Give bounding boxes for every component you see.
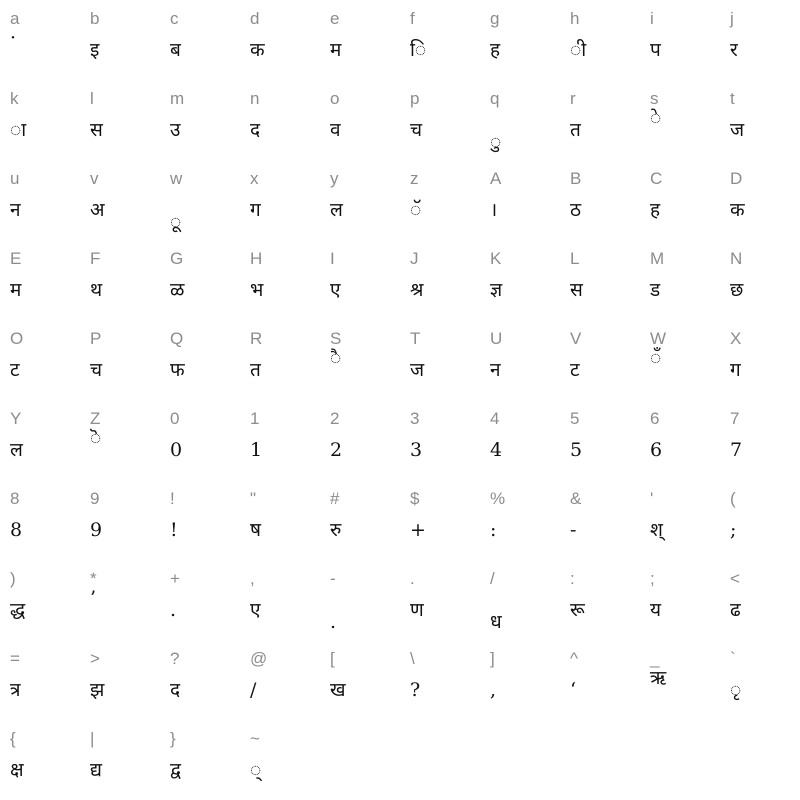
- key-label: @: [250, 649, 268, 668]
- glyph-sample: ग: [250, 199, 261, 221]
- key-label: E: [10, 249, 22, 268]
- glyph-sample: 8: [10, 519, 23, 541]
- key-label: !: [170, 489, 175, 508]
- key-label: i: [650, 9, 654, 28]
- glyph-cell: [0, 720, 80, 800]
- glyph-sample: थ: [90, 279, 103, 301]
- key-label: R: [250, 329, 263, 348]
- glyph-cell: [240, 640, 320, 720]
- glyph-cell: [0, 0, 80, 80]
- key-label: 7: [730, 409, 740, 428]
- key-label: +: [170, 569, 180, 588]
- glyph-sample: े: [650, 107, 662, 129]
- glyph-cell: [640, 400, 720, 480]
- glyph-sample: ल: [330, 199, 343, 221]
- glyph-sample: .: [170, 599, 177, 621]
- glyph-cell: [80, 160, 160, 240]
- glyph-sample: ;: [730, 519, 737, 541]
- key-label: {: [10, 729, 16, 748]
- key-label: u: [10, 169, 20, 188]
- glyph-sample: ज: [410, 359, 425, 381]
- glyph-sample: ज्ञ: [490, 279, 503, 301]
- glyph-sample: फ: [170, 359, 185, 381]
- glyph-cell: [480, 480, 560, 560]
- key-label: ]: [490, 649, 495, 668]
- key-label: c: [170, 9, 179, 28]
- glyph-cell: [720, 400, 800, 480]
- key-label: w: [170, 169, 183, 188]
- glyph-cell: [240, 400, 320, 480]
- glyph-cell: [160, 400, 240, 480]
- glyph-cell: [480, 560, 560, 640]
- glyph-cell: [320, 160, 400, 240]
- key-label: =: [10, 649, 20, 668]
- glyph-cell: [720, 80, 800, 160]
- key-label: g: [490, 9, 500, 28]
- glyph-cell: [720, 560, 800, 640]
- key-label: <: [730, 569, 740, 588]
- glyph-sample: ए: [330, 279, 341, 301]
- glyph-cell: [720, 240, 800, 320]
- glyph-cell: [400, 480, 480, 560]
- glyph-sample: क: [250, 39, 265, 61]
- key-label: I: [330, 249, 335, 268]
- key-label: |: [90, 729, 95, 748]
- key-label: C: [650, 169, 663, 188]
- glyph-cell: [560, 80, 640, 160]
- key-label: F: [90, 249, 101, 268]
- glyph-cell: [400, 640, 480, 720]
- key-label: e: [330, 9, 340, 28]
- glyph-sample: अ: [90, 199, 105, 221]
- glyph-cell: [80, 640, 160, 720]
- key-label: 3: [410, 409, 420, 428]
- glyph-cell: [80, 400, 160, 480]
- glyph-sample: क्ष: [10, 759, 24, 781]
- glyph-sample: ु: [490, 131, 502, 153]
- glyph-sample: ड: [650, 279, 661, 301]
- glyph-sample: म: [330, 39, 342, 61]
- glyph-sample: ब: [170, 39, 181, 61]
- glyph-cell: [720, 640, 800, 720]
- glyph-sample: त: [250, 359, 261, 381]
- glyph-sample: 5: [570, 439, 583, 461]
- glyph-sample: क: [730, 199, 745, 221]
- glyph-cell: [160, 480, 240, 560]
- key-label: #: [330, 489, 340, 508]
- key-label: s: [650, 89, 659, 108]
- key-label: 1: [250, 409, 260, 428]
- glyph-sample: उ: [170, 119, 181, 141]
- glyph-sample: द्य: [90, 759, 102, 781]
- glyph-cell: [320, 80, 400, 160]
- key-label: v: [90, 169, 99, 188]
- glyph-sample: 2: [330, 439, 343, 461]
- glyph-cell: [0, 400, 80, 480]
- key-label: Z: [90, 409, 101, 428]
- glyph-sample: रु: [330, 519, 342, 541]
- glyph-sample: भ: [250, 279, 264, 301]
- key-label: 0: [170, 409, 180, 428]
- glyph-cell: [400, 160, 480, 240]
- glyph-cell: [0, 640, 80, 720]
- glyph-cell: [160, 640, 240, 720]
- glyph-cell: [240, 240, 320, 320]
- glyph-cell: [640, 80, 720, 160]
- glyph-cell: [160, 160, 240, 240]
- glyph-cell: [320, 480, 400, 560]
- glyph-sample: 9: [90, 519, 103, 541]
- key-label: (: [730, 489, 736, 508]
- key-label: T: [410, 329, 421, 348]
- glyph-cell: [720, 320, 800, 400]
- key-label: W: [650, 329, 667, 348]
- glyph-sample: ॆ: [90, 427, 102, 449]
- glyph-sample: /: [250, 679, 257, 701]
- glyph-cell: [480, 640, 560, 720]
- glyph-sample: झ: [90, 679, 105, 701]
- key-label: z: [410, 169, 419, 188]
- glyph-cell: [560, 560, 640, 640]
- key-label: [: [330, 649, 335, 668]
- glyph-cell: [320, 640, 400, 720]
- glyph-sample: 0: [170, 439, 183, 461]
- glyph-cell: [720, 480, 800, 560]
- key-label: ;: [650, 569, 655, 588]
- glyph-cell: [0, 320, 80, 400]
- glyph-cell: [400, 0, 480, 80]
- glyph-cell: [80, 0, 160, 80]
- key-label: /: [490, 569, 495, 588]
- glyph-sample: च: [410, 119, 423, 141]
- key-label: x: [250, 169, 259, 188]
- glyph-sample: य: [650, 599, 662, 621]
- glyph-sample: ष: [250, 519, 261, 541]
- glyph-cell: [160, 560, 240, 640]
- glyph-sample: ज: [730, 119, 745, 141]
- glyph-cell: [640, 320, 720, 400]
- glyph-cell: [80, 560, 160, 640]
- key-label: ,: [250, 569, 255, 588]
- key-label: *: [90, 569, 97, 588]
- glyph-cell: [560, 400, 640, 480]
- glyph-cell: [0, 160, 80, 240]
- glyph-sample: व: [330, 119, 341, 141]
- glyph-cell: [400, 400, 480, 480]
- key-label: a: [10, 9, 20, 28]
- glyph-cell: [400, 320, 480, 400]
- glyph-sample: ि: [410, 39, 427, 61]
- key-label: $: [410, 489, 420, 508]
- glyph-sample: स: [90, 119, 103, 141]
- glyph-cell: [320, 240, 400, 320]
- glyph-sample: ख: [330, 679, 346, 701]
- key-label: }: [170, 729, 176, 748]
- key-label: j: [730, 9, 734, 28]
- key-label: B: [570, 169, 582, 188]
- glyph-cell: [480, 0, 560, 80]
- glyph-sample: ऋ: [650, 667, 667, 689]
- key-label: n: [250, 89, 260, 108]
- glyph-cell: [560, 480, 640, 560]
- glyph-cell: [720, 160, 800, 240]
- glyph-cell: [400, 240, 480, 320]
- glyph-cell: [240, 0, 320, 80]
- glyph-sample: ू: [170, 211, 182, 233]
- key-label: 6: [650, 409, 660, 428]
- key-label: t: [730, 89, 735, 108]
- key-label: P: [90, 329, 102, 348]
- key-label: L: [570, 249, 580, 268]
- glyph-sample: ट: [10, 359, 20, 381]
- key-label: -: [330, 569, 336, 588]
- glyph-sample: ण: [410, 599, 424, 621]
- glyph-cell: [400, 560, 480, 640]
- glyph-cell: [560, 240, 640, 320]
- glyph-cell: [480, 160, 560, 240]
- glyph-sample: ,: [490, 679, 497, 701]
- key-label: f: [410, 9, 415, 28]
- glyph-sample: ढ: [730, 599, 741, 621]
- glyph-sample: म: [10, 279, 22, 301]
- glyph-cell: [320, 320, 400, 400]
- glyph-sample: .: [330, 611, 337, 633]
- glyph-cell: [240, 320, 320, 400]
- glyph-cell: [240, 720, 320, 800]
- key-label: &: [570, 489, 582, 508]
- key-label: l: [90, 89, 94, 108]
- glyph-cell: [0, 480, 80, 560]
- key-label: %: [490, 489, 506, 508]
- key-label: ~: [250, 729, 260, 748]
- glyph-sample: प: [650, 39, 661, 61]
- key-label: o: [330, 89, 340, 108]
- glyph-sample: इ: [90, 39, 100, 61]
- glyph-cell: [560, 160, 640, 240]
- glyph-sample: न: [490, 359, 501, 381]
- glyph-sample: ह: [650, 199, 661, 221]
- glyph-sample: श्र: [410, 279, 424, 301]
- glyph-sample: +: [410, 519, 426, 541]
- glyph-sample: 1: [250, 439, 263, 461]
- key-label: >: [90, 649, 100, 668]
- key-label: r: [570, 89, 576, 108]
- glyph-sample: श्: [650, 519, 663, 541]
- glyph-sample: ा: [10, 119, 27, 141]
- glyph-sample: :: [490, 519, 497, 541]
- key-label: m: [170, 89, 185, 108]
- key-label: ^: [570, 649, 578, 668]
- key-label: _: [650, 649, 660, 668]
- key-label: 2: [330, 409, 340, 428]
- glyph-cell: [640, 480, 720, 560]
- glyph-cell: [480, 80, 560, 160]
- glyph-sample: र: [730, 39, 738, 61]
- glyph-cell: [160, 320, 240, 400]
- key-label: ?: [170, 649, 180, 668]
- key-label: ': [650, 489, 654, 508]
- glyph-cell: [240, 560, 320, 640]
- glyph-cell: [640, 160, 720, 240]
- glyph-cell: [320, 400, 400, 480]
- key-label: H: [250, 249, 263, 268]
- key-label: q: [490, 89, 500, 108]
- glyph-sample: द्ध: [10, 599, 26, 621]
- key-label: 8: [10, 489, 20, 508]
- glyph-sample: ॅ: [410, 199, 422, 221]
- glyph-cell: [480, 240, 560, 320]
- glyph-cell: [160, 80, 240, 160]
- key-label: :: [570, 569, 575, 588]
- key-label: 5: [570, 409, 580, 428]
- glyph-sample: द: [170, 679, 181, 701]
- glyph-cell: [160, 240, 240, 320]
- key-label: `: [730, 649, 736, 668]
- key-label: 4: [490, 409, 500, 428]
- key-label: d: [250, 9, 260, 28]
- glyph-sample: द: [250, 119, 261, 141]
- glyph-sample: ?: [410, 679, 421, 701]
- key-label: S: [330, 329, 342, 348]
- key-label: h: [570, 9, 580, 28]
- glyph-sample: ्: [250, 759, 262, 781]
- glyph-cell: [80, 80, 160, 160]
- key-label: A: [490, 169, 502, 188]
- glyph-cell: [640, 0, 720, 80]
- glyph-sample: च: [90, 359, 103, 381]
- glyph-sample: 7: [730, 439, 743, 461]
- key-label: O: [10, 329, 24, 348]
- key-label: \: [410, 649, 415, 668]
- glyph-sample: ट: [570, 359, 580, 381]
- key-label: Y: [10, 409, 22, 428]
- glyph-sample: ठ: [570, 199, 582, 221]
- glyph-cell: [560, 640, 640, 720]
- glyph-cell: [320, 0, 400, 80]
- glyph-cell: [160, 0, 240, 80]
- glyph-cell: [80, 480, 160, 560]
- glyph-cell: [240, 80, 320, 160]
- glyph-sample: 4: [490, 439, 503, 461]
- glyph-cell: [240, 160, 320, 240]
- key-label: Q: [170, 329, 184, 348]
- glyph-sample: ध: [490, 611, 502, 633]
- glyph-cell: [640, 560, 720, 640]
- glyph-cell: [720, 0, 800, 80]
- key-label: b: [90, 9, 100, 28]
- glyph-sample: !: [170, 519, 178, 541]
- glyph-cell: [640, 640, 720, 720]
- glyph-cell: [160, 720, 240, 800]
- glyph-sample: त्र: [10, 679, 21, 701]
- key-label: ): [10, 569, 16, 588]
- glyph-sample: 6: [650, 439, 663, 461]
- glyph-cell: [480, 400, 560, 480]
- glyph-cell: [560, 320, 640, 400]
- glyph-sample: -: [570, 519, 577, 541]
- glyph-cell: [560, 0, 640, 80]
- glyph-sample: रू: [570, 599, 585, 621]
- glyph-sample: ।: [490, 199, 498, 221]
- glyph-sample: ए: [250, 599, 261, 621]
- key-label: U: [490, 329, 503, 348]
- glyph-cell: [640, 240, 720, 320]
- glyph-sample: ‘: [570, 679, 577, 701]
- glyph-cell: [80, 320, 160, 400]
- glyph-sample: द्व: [170, 759, 181, 781]
- glyph-sample: छ: [730, 279, 744, 301]
- key-label: D: [730, 169, 743, 188]
- glyph-cell: [0, 560, 80, 640]
- glyph-sample: ै: [330, 347, 342, 369]
- glyph-sample: 3: [410, 439, 423, 461]
- key-label: N: [730, 249, 743, 268]
- key-label: J: [410, 249, 419, 268]
- key-label: k: [10, 89, 19, 108]
- glyph-sample: ल: [10, 439, 23, 461]
- key-label: p: [410, 89, 420, 108]
- glyph-cell: [0, 80, 80, 160]
- glyph-sample: त: [570, 119, 581, 141]
- key-label: V: [570, 329, 582, 348]
- glyph-sample: ी: [570, 39, 587, 61]
- glyph-sample: ह: [490, 39, 501, 61]
- key-label: M: [650, 249, 665, 268]
- glyph-sample: न: [10, 199, 21, 221]
- glyph-sample: ग: [730, 359, 741, 381]
- glyph-cell: [320, 560, 400, 640]
- glyph-cell: [480, 320, 560, 400]
- glyph-cell: [80, 720, 160, 800]
- glyph-sample: ·: [10, 27, 17, 49]
- key-label: 9: [90, 489, 100, 508]
- key-label: X: [730, 329, 742, 348]
- key-label: G: [170, 249, 184, 268]
- glyph-cell: [80, 240, 160, 320]
- glyph-sample: ँ: [650, 347, 662, 369]
- glyph-cell: [0, 240, 80, 320]
- glyph-sample: ृ: [730, 679, 742, 701]
- key-label: K: [490, 249, 502, 268]
- key-label: .: [410, 569, 415, 588]
- glyph-sample: ’: [90, 587, 97, 609]
- glyph-cell: [240, 480, 320, 560]
- glyph-cell: [400, 80, 480, 160]
- key-label: ": [250, 489, 257, 508]
- glyph-sample: ळ: [170, 279, 185, 301]
- glyph-sample: स: [570, 279, 583, 301]
- key-label: y: [330, 169, 339, 188]
